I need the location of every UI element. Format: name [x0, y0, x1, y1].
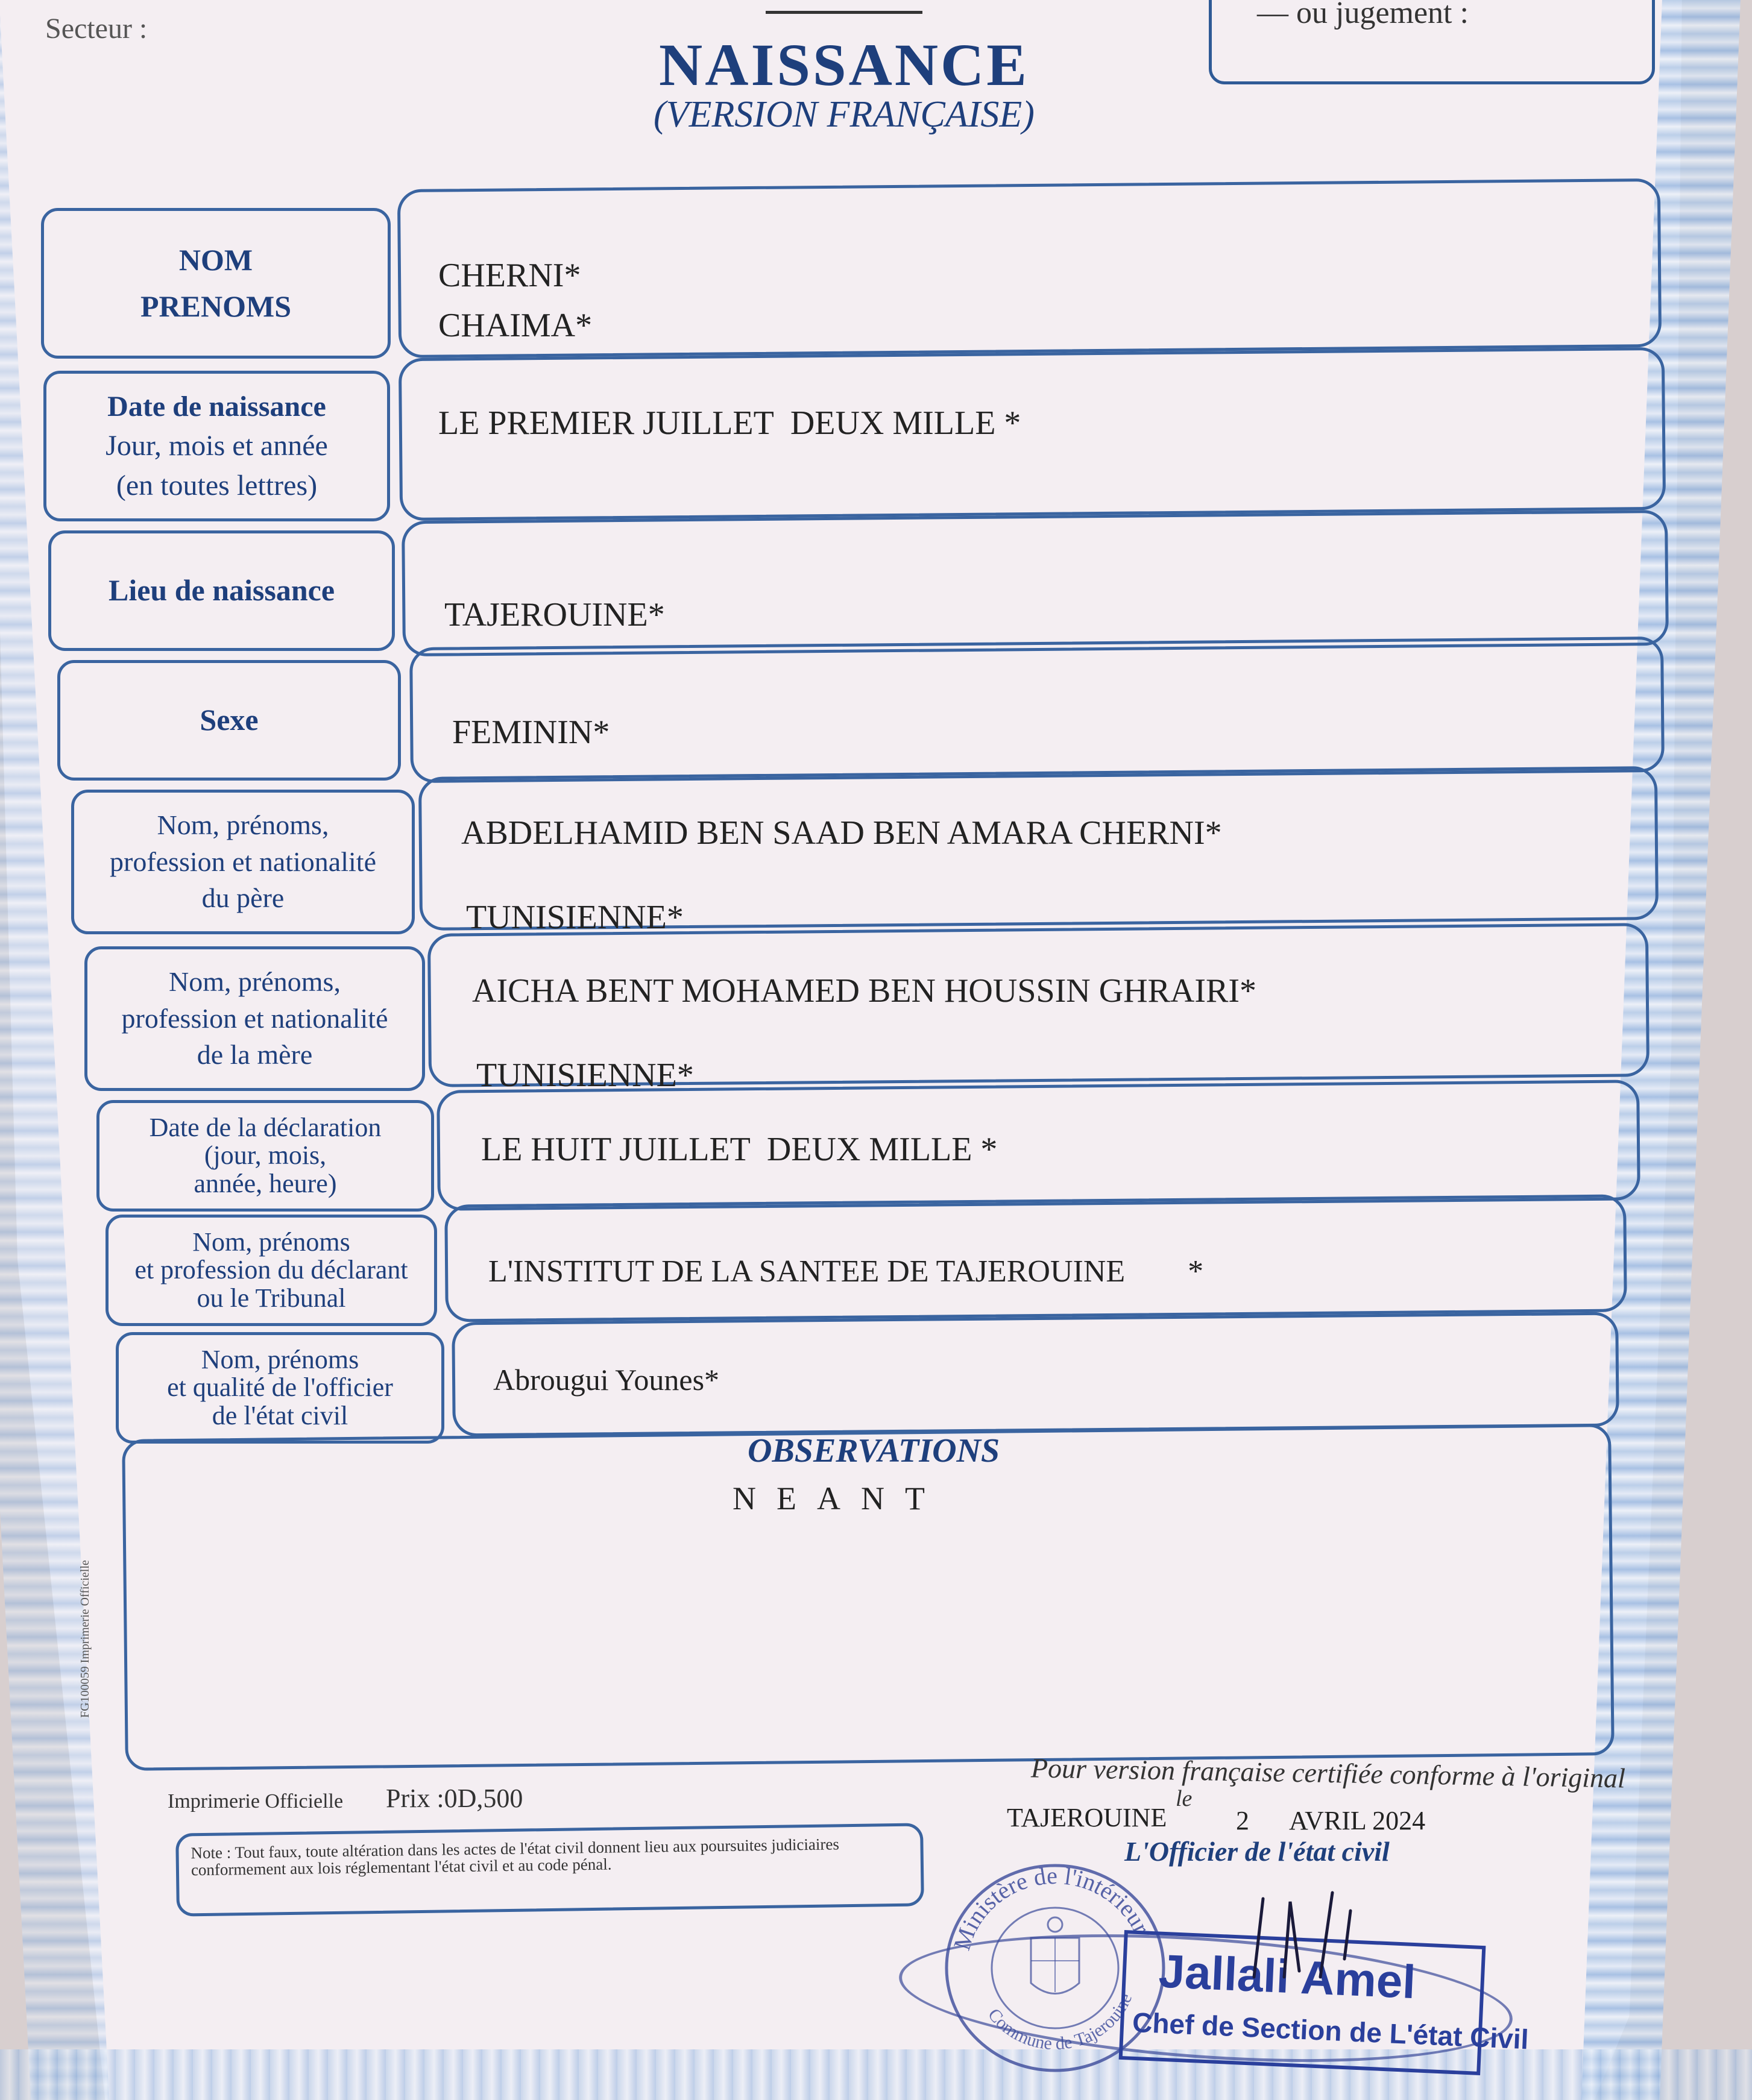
- observations-value: NEANT: [733, 1480, 945, 1517]
- observations-title: OBSERVATIONS: [748, 1432, 1000, 1470]
- label-declarant: [106, 1215, 437, 1326]
- label-date-naissance: [43, 371, 390, 521]
- label-mere: [84, 946, 425, 1091]
- label-pere: [71, 790, 415, 934]
- label-line: (jour, mois,: [204, 1140, 327, 1171]
- security-border-bottom: [0, 2049, 1752, 2100]
- label-sexe: [57, 660, 401, 781]
- sector-label: Secteur :: [45, 13, 148, 45]
- label-line: de l'état civil: [212, 1400, 348, 1430]
- label-lieu-naissance: [48, 530, 395, 651]
- handwritten-signature-icon: [1230, 1887, 1387, 1983]
- seal-outer-text: Ministère de l'intérieur: [948, 1861, 1156, 1954]
- value-box-lieu-naissance: [402, 510, 1669, 656]
- price-label: Prix :0D,500: [386, 1784, 523, 1813]
- seal-lower-text: Commune de Tajerouine: [984, 1990, 1136, 2054]
- issue-place: TAJEROUINE: [1007, 1803, 1167, 1832]
- value-date-naissance: LE PREMIER JUILLET DEUX MILLE *: [438, 404, 1021, 442]
- value-declarant: L'INSTITUT DE LA SANTEE DE TAJEROUINE *: [488, 1254, 1204, 1289]
- label-line: Jour, mois et année: [106, 430, 328, 462]
- label-line: et profession du déclarant: [134, 1255, 408, 1285]
- value-lieu-naissance: TAJEROUINE*: [444, 596, 665, 633]
- label-line: Lieu de naissance: [108, 573, 335, 608]
- label-line: de la mère: [197, 1039, 313, 1070]
- issue-day: 2: [1236, 1806, 1249, 1835]
- document-subtitle: (VERSION FRANÇAISE): [654, 94, 1035, 135]
- date-prefix: le: [1176, 1786, 1193, 1811]
- label-line: Sexe: [200, 703, 259, 737]
- value-sexe: FEMININ*: [452, 714, 610, 751]
- label-line: Nom, prénoms: [201, 1345, 359, 1375]
- value-mere-nationalite: TUNISIENNE*: [476, 1057, 694, 1094]
- legal-note: Note : Tout faux, toute altération dans les actes de l'état civil donnent lieu aux poursuites judiciaires conformement aux lois réglementant l'état civil et au code pénal.: [175, 1823, 924, 1916]
- officer-title: L'Officier de l'état civil: [1124, 1836, 1390, 1867]
- label-line: (en toutes lettres): [116, 469, 318, 501]
- certification-line: Pour version française certifiée conforme à l'original: [1030, 1752, 1626, 1794]
- header-rule: [766, 11, 922, 14]
- label-line: NOM: [178, 242, 253, 277]
- value-mere-nom: AICHA BENT MOHAMED BEN HOUSSIN GHRAIRI*: [472, 972, 1257, 1010]
- document-title: NAISSANCE: [659, 31, 1029, 98]
- label-date-declaration: [96, 1100, 434, 1212]
- label-line: PRENOMS: [140, 289, 291, 323]
- label-line: profession et nationalité: [110, 846, 376, 877]
- value-officier: Abrougui Younes*: [493, 1363, 720, 1397]
- value-nom: CHERNI*: [438, 257, 581, 294]
- stamp-role: Chef de Section de L'état Civil: [1132, 2006, 1530, 2055]
- value-prenoms: CHAIMA*: [438, 307, 593, 344]
- imprint-code: FG100059 Imprimerie Officielle: [78, 1560, 92, 1718]
- label-line: Date de naissance: [107, 391, 326, 423]
- label-line: ou le Tribunal: [197, 1283, 346, 1313]
- label-line: année, heure): [194, 1168, 337, 1198]
- judgment-label: — ou jugement :: [1257, 0, 1469, 30]
- label-line: profession et nationalité: [121, 1002, 388, 1034]
- observations-box: [122, 1424, 1615, 1771]
- label-officier: [116, 1332, 444, 1444]
- label-line: du père: [201, 882, 285, 914]
- value-date-declaration: LE HUIT JUILLET DEUX MILLE *: [481, 1131, 998, 1168]
- value-pere-nationalite: TUNISIENNE*: [466, 899, 684, 936]
- value-box-sexe: [409, 637, 1665, 783]
- stamp-name: Jallali Amel: [1158, 1944, 1417, 2009]
- value-pere-nom: ABDELHAMID BEN SAAD BEN AMARA CHERNI*: [461, 814, 1222, 852]
- label-line: Nom, prénoms,: [169, 966, 341, 997]
- label-line: Nom, prénoms: [192, 1227, 350, 1257]
- label-line: et qualité de l'officier: [167, 1372, 393, 1403]
- printer-label: Imprimerie Officielle: [168, 1790, 344, 1812]
- label-line: Nom, prénoms,: [157, 809, 329, 840]
- label-line: Date de la déclaration: [149, 1113, 382, 1143]
- issue-month-year: AVRIL 2024: [1289, 1806, 1426, 1835]
- label-nom-prenoms: [41, 208, 391, 359]
